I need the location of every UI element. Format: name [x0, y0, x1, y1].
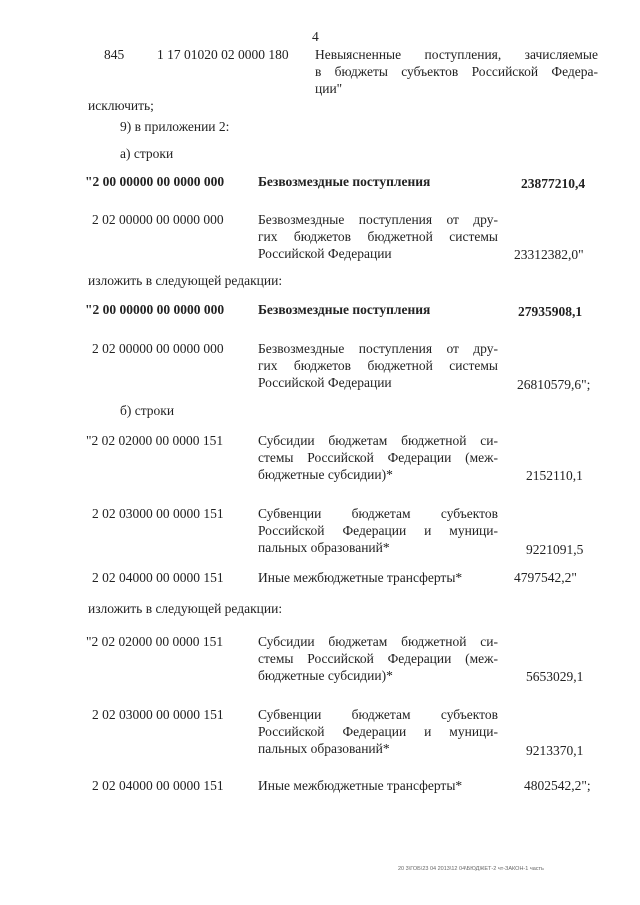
sub-a-text: а) строки	[120, 146, 174, 161]
row-desc: Безвозмездные поступления	[258, 302, 431, 317]
row-desc: Безвозмездные поступления	[258, 174, 431, 189]
page-number: 4	[312, 29, 319, 44]
row-code: "2 00 00000 00 0000 000	[85, 302, 225, 317]
replace-text-2: изложить в следующей редакции:	[88, 601, 283, 616]
row-code: 2 02 03000 00 0000 151	[92, 707, 224, 722]
row-value: 23877210,4	[521, 176, 586, 191]
sub-b-text: б) строки	[120, 403, 175, 418]
row-desc: Субвенции бюджетам субъектов	[258, 506, 498, 521]
row-desc: Субсидии бюджетам бюджетной си-	[258, 433, 498, 448]
row-desc: пальных образований*	[258, 741, 390, 756]
intro-desc-3: ции"	[315, 81, 343, 96]
row-code: "2 00 00000 00 0000 000	[85, 174, 225, 189]
row-desc: Иные межбюджетные трансферты*	[258, 570, 463, 585]
row-desc: Субсидии бюджетам бюджетной си-	[258, 634, 498, 649]
row-value: 23312382,0"	[514, 247, 584, 262]
row-desc: гих бюджетов бюджетной системы	[258, 229, 498, 244]
row-desc: Российской Федерации и муници-	[258, 523, 498, 538]
row-value: 9213370,1	[526, 743, 584, 758]
row-value: 9221091,5	[526, 542, 584, 557]
row-value: 27935908,1	[518, 304, 583, 319]
footer-path: 20 3\ГОБ\23 04 2013\12 04\БЮДЖЕТ-2 чт-ЗАКОН-1 часть	[398, 866, 544, 872]
row-value: 4802542,2";	[524, 778, 591, 793]
row-value: 26810579,6";	[517, 377, 591, 392]
row-desc: Иные межбюджетные трансферты*	[258, 778, 463, 793]
row-code: "2 02 02000 00 0000 151	[86, 433, 224, 448]
row-desc: стемы Российской Федерации (меж-	[258, 450, 498, 465]
row-value: 2152110,1	[526, 468, 583, 483]
row-code: 2 02 04000 00 0000 151	[92, 570, 224, 585]
row-desc: гих бюджетов бюджетной системы	[258, 358, 498, 373]
row-value: 4797542,2"	[514, 570, 577, 585]
row-desc: стемы Российской Федерации (меж-	[258, 651, 498, 666]
intro-desc-1: Невыясненные поступления, зачисляемые	[315, 47, 598, 62]
exclude-text: исключить;	[88, 98, 154, 113]
intro-code-2: 1 17 01020 02 0000 180	[157, 47, 289, 62]
row-code: "2 02 02000 00 0000 151	[86, 634, 224, 649]
intro-code-1: 845	[104, 47, 125, 62]
row-code: 2 02 00000 00 0000 000	[92, 341, 224, 356]
row-desc: Российской Федерации	[258, 375, 392, 390]
row-code: 2 02 03000 00 0000 151	[92, 506, 224, 521]
row-desc: Безвозмездные поступления от дру-	[258, 341, 498, 356]
item-9-text: 9) в приложении 2:	[120, 119, 230, 134]
row-desc: бюджетные субсидии)*	[258, 668, 393, 683]
row-desc: Безвозмездные поступления от дру-	[258, 212, 498, 227]
row-desc: пальных образований*	[258, 540, 390, 555]
row-code: 2 02 04000 00 0000 151	[92, 778, 224, 793]
row-value: 5653029,1	[526, 669, 584, 684]
row-desc: бюджетные субсидии)*	[258, 467, 393, 482]
replace-text-1: изложить в следующей редакции:	[88, 273, 283, 288]
intro-desc-2: в бюджеты субъектов Российской Федера-	[315, 64, 598, 79]
row-desc: Российской Федерации и муници-	[258, 724, 498, 739]
row-desc: Субвенции бюджетам субъектов	[258, 707, 498, 722]
row-code: 2 02 00000 00 0000 000	[92, 212, 224, 227]
row-desc: Российской Федерации	[258, 246, 392, 261]
